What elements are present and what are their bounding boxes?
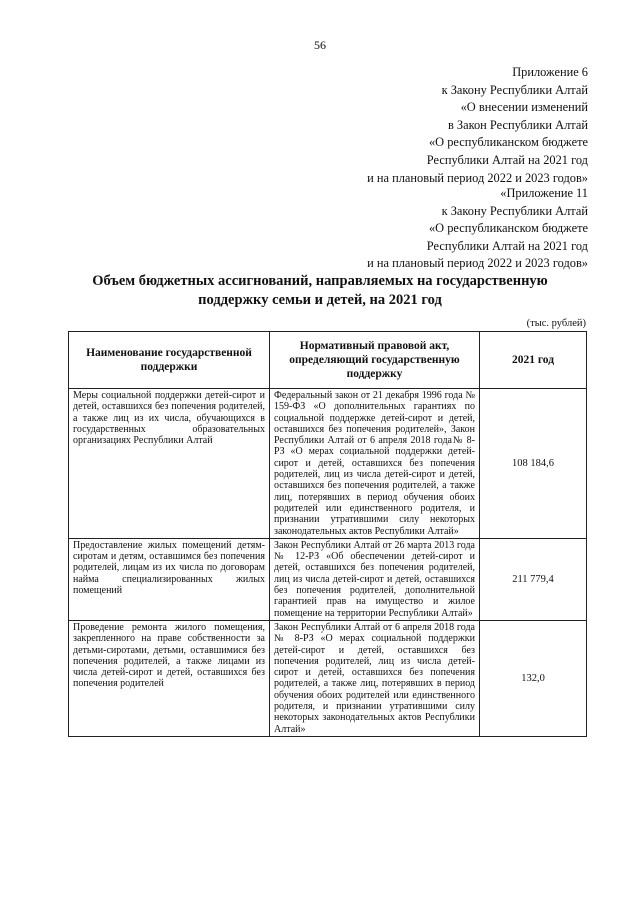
title-line: поддержку семьи и детей, на 2021 год bbox=[198, 292, 442, 308]
appendix-line: к Закону Республики Алтай bbox=[441, 82, 588, 97]
header-year-2021: 2021 год bbox=[480, 332, 587, 389]
appendix-line: «О республиканском бюджете bbox=[428, 221, 588, 236]
table-row bbox=[69, 389, 587, 539]
units-label: (тыс. рублей) bbox=[526, 318, 586, 329]
table-row bbox=[69, 538, 587, 620]
appendix-line: Республики Алтай на 2021 год bbox=[426, 238, 588, 253]
appendix-reference-top bbox=[367, 64, 588, 187]
support-name-cell: Предоставление жилых помещений детям-сиротам и детям, оставшимся без попечения родителей, лицам из их числа по договорам найма специализированных жилых помещений bbox=[69, 538, 270, 620]
header-legal-act: Нормативный правовой акт, определяющий государственную поддержку bbox=[270, 332, 480, 389]
amount-cell: 108 184,6 bbox=[480, 389, 587, 539]
appendix-line: и на плановый период 2022 и 2023 годов» bbox=[367, 170, 588, 185]
appendix-line: к Закону Республики Алтай bbox=[441, 203, 588, 218]
appendix-line: Республики Алтай на 2021 год bbox=[426, 152, 588, 167]
legal-act-cell: Федеральный закон от 21 декабря 1996 года № 159-ФЗ «О дополнительных гарантиях по социальной поддержке детей-сирот и детей, оставшихся без попечения родителей», Закон Республики Алтай от 6 апреля 2018 года№ 8-РЗ «О мерах социальной поддержки детей-сирот и детей, оставшихся без попечения родителей, лиц из числа детей-сирот и детей, оставшихся без попечения родителей, а также лиц, потерявших в период обучения обоих родителей или единственного родителя, и признании утратившими силу некоторых законодательных актов Республики Алтай» bbox=[270, 389, 480, 539]
appendix-line: «О внесении изменений bbox=[460, 100, 588, 115]
legal-act-cell: Закон Республики Алтай от 26 марта 2013 года № 12-РЗ «Об обеспечении детей-сирот и детей, оставшихся без попечения родителей, лиц из числа детей-сирот и детей, оставшихся без попечения родителей, дополнительной гарантией прав на имущество и жилое помещение на территории Республики Алтай» bbox=[270, 538, 480, 620]
title-line: Объем бюджетных ассигнований, направляемых на государственную bbox=[92, 273, 548, 289]
appendix-line: Приложение 6 bbox=[512, 65, 588, 79]
table-row bbox=[69, 620, 587, 736]
amount-cell: 211 779,4 bbox=[480, 538, 587, 620]
document-title bbox=[60, 272, 580, 310]
appendix-line: в Закон Республики Алтай bbox=[447, 117, 588, 132]
appendix-line: «Приложение 11 bbox=[500, 186, 588, 200]
appendix-line: и на плановый период 2022 и 2023 годов» bbox=[367, 256, 588, 271]
amount-cell: 132,0 bbox=[480, 620, 587, 736]
support-name-cell: Проведение ремонта жилого помещения, закрепленного на праве собственности за детьми-сиротами, детьми, оставшимися без попечения родителей, а также лицами из числа детей-сирот и детей, оставшихся без попечения родителей bbox=[69, 620, 270, 736]
legal-act-cell: Закон Республики Алтай от 6 апреля 2018 года № 8-РЗ «О мерах социальной поддержки детей-сирот и детей, оставшихся без попечения родителей, лиц из числа детей-сирот и детей, оставшихся без попечения родителей, а также лиц, потерявших в период обучения обоих родителей или единственного родителя, и признании утратившими силу некоторых законодательных актов Республики Алтай» bbox=[270, 620, 480, 736]
table-header-row bbox=[69, 332, 587, 389]
header-support-name: Наименование государственной поддержки bbox=[69, 332, 270, 389]
page-number: 56 bbox=[314, 38, 326, 52]
appendix-line: «О республиканском бюджете bbox=[428, 135, 588, 150]
appendix-reference-bottom bbox=[367, 185, 588, 273]
budget-table bbox=[68, 331, 587, 737]
support-name-cell: Меры социальной поддержки детей-сирот и детей, оставшихся без попечения родителей, а также лиц из их числа, обучающихся в государственных образовательных организациях Республики Алтай bbox=[69, 389, 270, 539]
